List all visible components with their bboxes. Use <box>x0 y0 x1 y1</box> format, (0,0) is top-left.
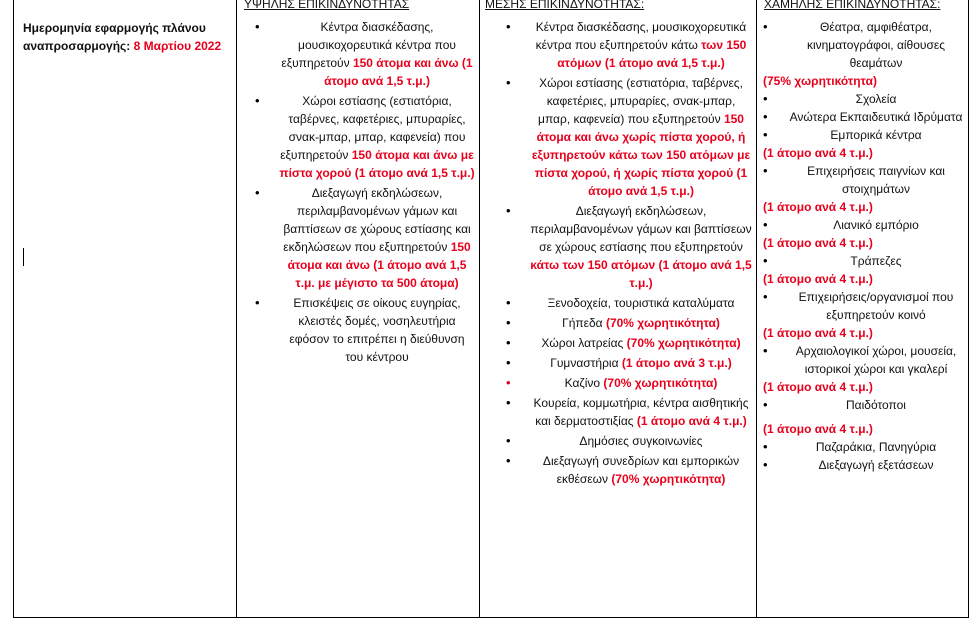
list-item-schools: • Σχολεία <box>785 90 967 108</box>
item-text: Γήπεδα <box>562 316 606 330</box>
item-capacity-note: 150 άτομα και άνω χωρίς πίστα χορού, ή εξυπηρετούν κάτω των 150 ατόμων με πίστα χορού, ή χωρίς πίστα χορού (1 άτομο ανά 1,5 τ.μ.) <box>531 112 751 198</box>
column-divider <box>479 0 480 617</box>
capacity-note: (1 άτομο ανά 4 τ.μ.) <box>763 236 873 250</box>
list-item-theatres: • Θέατρα, αμφιθέατρα, κινηματογράφοι, αίθουσες θεαμάτων <box>785 18 967 72</box>
date-value: 8 Μαρτίου 2022 <box>133 39 222 53</box>
medium-risk-header: ΜΕΣΗΣ ΕΠΙΚΙΝΔΥΝΟΤΗΤΑΣ: <box>485 0 645 11</box>
item-text: Επισκέψεις σε οίκους ευγηρίας, κλειστές δομές, νοσηλευτήρια εφόσον το επιτρέπει η διεύθυνση του κέντρου <box>289 296 465 364</box>
item-capacity-note: 150 άτομα και άνω (1 άτομο ανά 1,5 τ.μ. με μέγιστο τα 500 άτομα) <box>287 240 471 290</box>
measures-table <box>13 0 969 618</box>
medium-risk-list-item <box>530 354 752 372</box>
item-capacity-note: (70% χωρητικότητα) <box>626 336 741 350</box>
high-risk-list-item <box>279 184 475 292</box>
capacity-note: (75% χωρητικότητα) <box>763 74 877 88</box>
capacity-note: (1 άτομο ανά 4 τ.μ.) <box>763 200 873 214</box>
list-item-archaeological-sites: • Αρχαιολογικοί χώροι, μουσεία, ιστορικοί χώροι και γκαλερί <box>785 342 967 378</box>
medium-risk-list-item <box>530 294 752 312</box>
text-cursor <box>23 248 24 266</box>
item-text: Χώροι εστίασης (εστιατόρια, ταβέρνες, καφετέριες, μπυραρίες, σνακ-μπαρ, μπαρ, καφενεία) που εξυπηρετούν <box>538 76 743 126</box>
item-text: Χώροι λατρείας <box>541 336 627 350</box>
low-risk-content <box>763 18 967 474</box>
item-capacity-note: (70% χωρητικότητα) <box>603 376 718 390</box>
medium-risk-list-item <box>530 452 752 488</box>
item-text: Δημόσιες συγκοινωνίες <box>579 434 703 448</box>
medium-risk-list-item <box>530 18 752 72</box>
capacity-note: (1 άτομο ανά 4 τ.μ.) <box>763 380 873 394</box>
capacity-note: (1 άτομο ανά 4 τ.μ.) <box>763 146 873 160</box>
item-capacity-note: κάτω των 150 ατόμων (1 άτομο ανά 1,5 τ.μ.) <box>530 258 752 290</box>
list-item-banks: • Τράπεζες <box>785 252 967 270</box>
item-text: Κέντρα διασκέδασης, μουσικοχορευτικά κέντρα που εξυπηρετούν κάτω <box>535 20 747 52</box>
list-item-public-service: • Επιχειρήσεις/οργανισμοί που εξυπηρετούν κοινό <box>785 288 967 324</box>
capacity-note: (1 άτομο ανά 4 τ.μ.) <box>763 272 873 286</box>
list-item-playgrounds: • Παιδότοποι <box>785 396 967 414</box>
item-capacity-note: (1 άτομο ανά 4 τ.μ.) <box>636 414 747 428</box>
item-capacity-note: (70% χωρητικότητα) <box>611 472 726 486</box>
medium-risk-list-item <box>530 432 752 450</box>
item-capacity-note: (70% χωρητικότητα) <box>605 316 720 330</box>
high-risk-list <box>279 18 475 368</box>
item-capacity-note: (1 άτομο ανά 3 τ.μ.) <box>621 356 732 370</box>
item-text: Χώροι εστίασης (εστιατόρια, ταβέρνες, καφετέριες, μπυραρίες, σνακ-μπαρ, μπαρ, καφενεία) που εξυπηρετούν <box>280 94 466 162</box>
list-item-malls: • Εμπορικά κέντρα <box>785 126 967 144</box>
list-item-higher-education: • Ανώτερα Εκπαιδευτικά Ιδρύματα <box>785 108 967 126</box>
item-text: Γυμναστήρια <box>550 356 622 370</box>
column-divider <box>236 0 237 617</box>
item-capacity-note: των 150 ατόμων (1 άτομο ανά 1,5 τ.μ.) <box>557 38 747 70</box>
implementation-date <box>23 19 233 55</box>
item-capacity-note: 150 άτομα και άνω (1 άτομο ανά 1,5 τ.μ.) <box>324 56 473 88</box>
list-item-bazaars: • Παζαράκια, Πανηγύρια <box>785 438 967 456</box>
list-item-exams: • Διεξαγωγή εξετάσεων <box>785 456 967 474</box>
medium-risk-list-item <box>530 374 752 392</box>
list-item-retail: • Λιανικό εμπόριο <box>785 216 967 234</box>
medium-risk-list-item <box>530 334 752 352</box>
medium-risk-list <box>530 18 752 490</box>
high-risk-list-item <box>279 294 475 366</box>
item-text: Ξενοδοχεία, τουριστικά καταλύματα <box>547 296 735 310</box>
item-text: Κέντρα διασκέδασης, μουσικοχορευτικά κέντρα που εξυπηρετούν <box>281 20 456 70</box>
medium-risk-list-item <box>530 202 752 292</box>
high-risk-header: ΥΨΗΛΗΣ ΕΠΙΚΙΝΔΥΝΟΤΗΤΑΣ <box>244 0 410 11</box>
column-divider <box>756 0 757 617</box>
item-text: Κουρεία, κομμωτήρια, κέντρα αισθητικής και δερματοστιξίας <box>533 396 749 428</box>
item-text: Διεξαγωγή εκδηλώσεων, περιλαμβανομένων γάμων και βαπτίσεων σε χώρους εστίασης που εξυπηρετούν <box>530 204 752 254</box>
high-risk-list-item <box>279 18 475 90</box>
medium-risk-list-item <box>530 314 752 332</box>
medium-risk-list-item <box>530 394 752 430</box>
item-text: Διεξαγωγή συνεδρίων και εμπορικών εκθέσεων <box>542 454 740 486</box>
item-text: Διεξαγωγή εκδηλώσεων, περιλαμβανομένων γάμων και βαπτίσεων σε χώρους εστίασης και εκδηλώσεων που εξυπηρετούν <box>283 186 471 254</box>
high-risk-list-item <box>279 92 475 182</box>
low-risk-header: ΧΑΜΗΛΗΣ ΕΠΙΚΙΝΔΥΝΟΤΗΤΑΣ: <box>764 0 941 11</box>
item-text: Καζίνο <box>564 376 604 390</box>
capacity-note: (1 άτομο ανά 4 τ.μ.) <box>763 422 873 436</box>
medium-risk-list-item <box>530 74 752 200</box>
item-capacity-note: 150 άτομα και άνω με πίστα χορού (1 άτομο ανά 1,5 τ.μ.) <box>279 148 475 180</box>
capacity-note: (1 άτομο ανά 4 τ.μ.) <box>763 326 873 340</box>
list-item-gaming: • Επιχειρήσεις παιγνίων και στοιχημάτων <box>785 162 967 198</box>
date-label: Ημερομηνία εφαρμογής πλάνου αναπροσαρμογής: <box>23 21 206 53</box>
